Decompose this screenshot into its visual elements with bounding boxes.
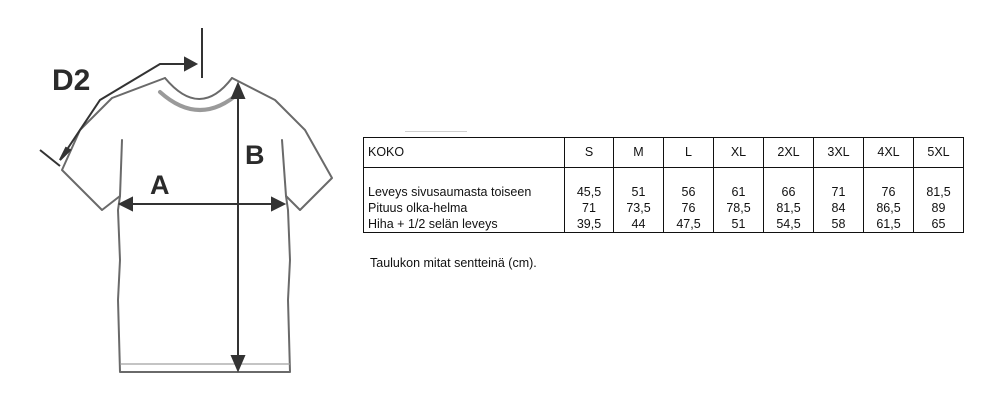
table-cell: 81,5 bbox=[914, 168, 964, 201]
table-cell: 89 bbox=[914, 200, 964, 216]
divider bbox=[405, 131, 467, 132]
table-cell: 65 bbox=[914, 216, 964, 233]
size-header: M bbox=[614, 138, 664, 168]
row-label: Pituus olka-helma bbox=[364, 200, 565, 216]
table-cell: 54,5 bbox=[764, 216, 814, 233]
table-cell: 39,5 bbox=[565, 216, 614, 233]
size-header: 2XL bbox=[764, 138, 814, 168]
row-label: Leveys sivusaumasta toiseen bbox=[364, 168, 565, 201]
table-cell: 51 bbox=[714, 216, 764, 233]
size-header: XL bbox=[714, 138, 764, 168]
measurement-note: Taulukon mitat sentteinä (cm). bbox=[370, 256, 537, 270]
size-header: S bbox=[565, 138, 614, 168]
table-cell: 71 bbox=[565, 200, 614, 216]
table-cell: 78,5 bbox=[714, 200, 764, 216]
table-header-row bbox=[364, 138, 964, 168]
size-header: 3XL bbox=[814, 138, 864, 168]
d2-label: D2 bbox=[52, 64, 91, 97]
tshirt-outline bbox=[118, 196, 290, 372]
size-header: L bbox=[664, 138, 714, 168]
table-cell: 45,5 bbox=[565, 168, 614, 201]
table-row bbox=[364, 200, 964, 216]
table-cell: 56 bbox=[664, 168, 714, 201]
size-header-label: KOKO bbox=[364, 138, 565, 168]
collar bbox=[165, 78, 232, 99]
table-cell: 86,5 bbox=[864, 200, 914, 216]
table-cell: 76 bbox=[864, 168, 914, 201]
table-cell: 44 bbox=[614, 216, 664, 233]
table-cell: 58 bbox=[814, 216, 864, 233]
table-cell: 73,5 bbox=[614, 200, 664, 216]
table-cell: 71 bbox=[814, 168, 864, 201]
table-cell: 51 bbox=[614, 168, 664, 201]
size-header: 5XL bbox=[914, 138, 964, 168]
table-cell: 61 bbox=[714, 168, 764, 201]
row-label: Hiha + 1/2 selän leveys bbox=[364, 216, 565, 233]
table-row bbox=[364, 168, 964, 201]
tshirt-measurement-diagram bbox=[0, 0, 360, 405]
table-cell: 81,5 bbox=[764, 200, 814, 216]
b-label: B bbox=[245, 140, 265, 170]
table-cell: 76 bbox=[664, 200, 714, 216]
table-cell: 61,5 bbox=[864, 216, 914, 233]
a-label: A bbox=[150, 170, 170, 200]
table-cell: 47,5 bbox=[664, 216, 714, 233]
size-header: 4XL bbox=[864, 138, 914, 168]
size-table bbox=[363, 137, 964, 233]
table-cell: 84 bbox=[814, 200, 864, 216]
table-row bbox=[364, 216, 964, 233]
table-cell: 66 bbox=[764, 168, 814, 201]
